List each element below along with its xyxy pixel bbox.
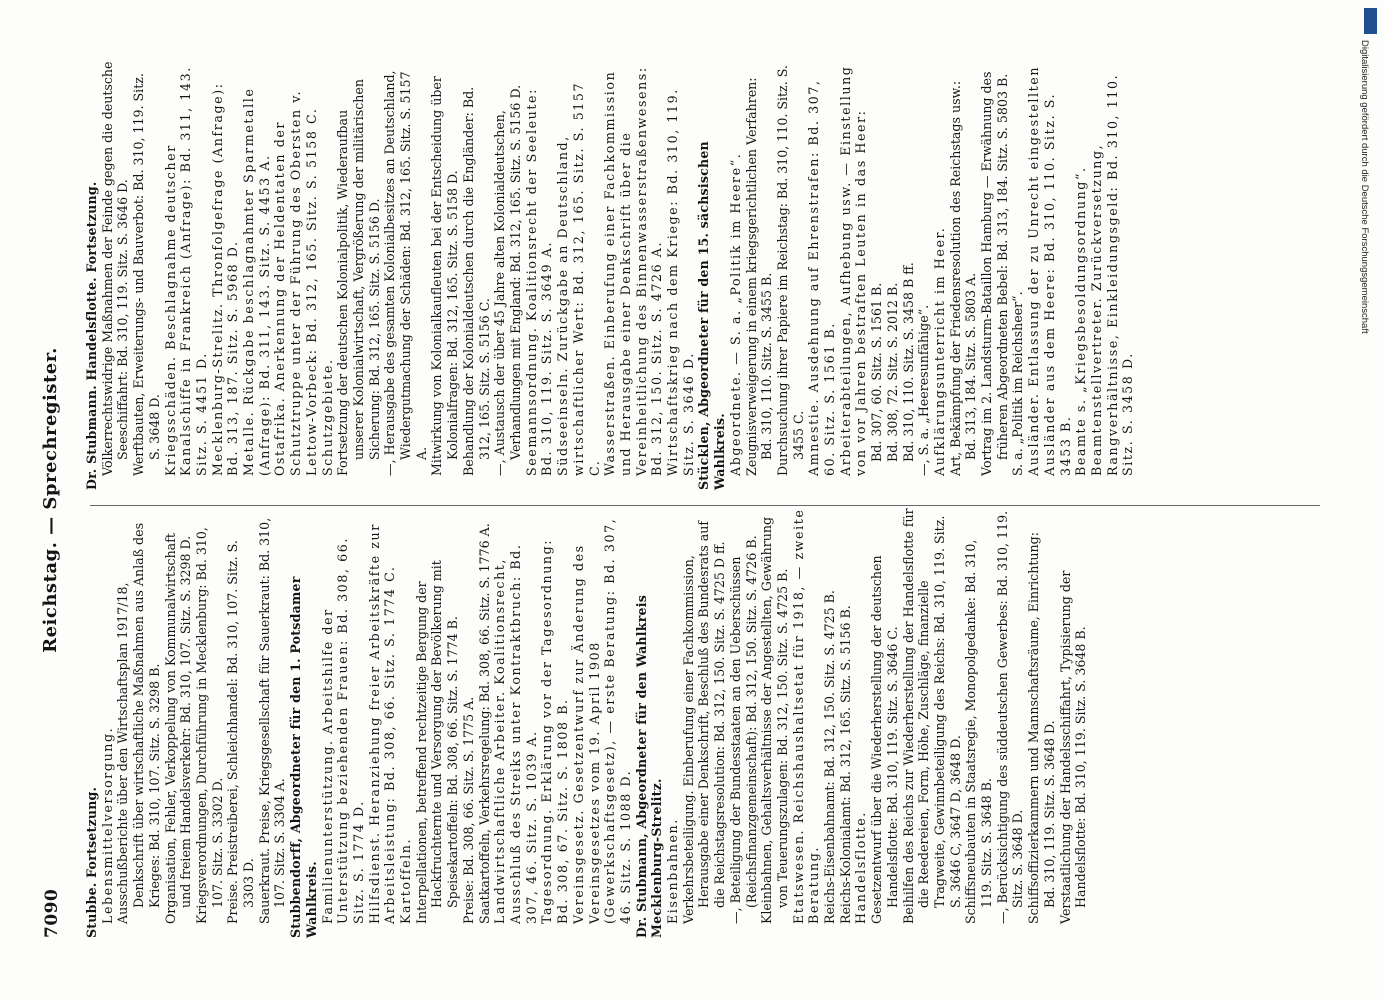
register-entry: Völkerrechtswidrige Maßnahmen der Feinde gegen die deutsche Seeschiffahrt: Bd. 310, 119. Sitz. S. 3646 D. [99,61,131,476]
subject-entry: Mecklenburg-Strelitz. Thronfolgefrage (Anfrage): Bd. 313, 187. Sitz. S. 5968 D. [209,82,241,476]
subject-entry: Eisenbahnen. [665,818,681,924]
subject-entry: Amnestie. Ausdehnung auf Ehrenstrafen: Bd. 307, 60. Sitz. S. 1561 B. [806,79,838,476]
page-number: 7090 [42,888,62,938]
subject-entry: Seemannsordnung. Koalitionsrecht der Seeleute: Bd. 310, 119. Sitz. S. 3649 A. [523,88,555,476]
register-entry: Fortsetzung der deutschen Kolonialpolitik, Wiederaufbau unserer Kolonialwirtschaft, Vergrößerung der militärischen Sicherung: Bd. 312, 165. Sitz. S. 5156 D. [335,79,382,476]
running-head [0,0,84,1000]
register-entry: —, Beteiligung der Bundesstaaten an den Ueberschüssen (Reichsfinanzgemeinschaft): Bd. 312, 150. Sitz. S. 4726 B. [727,535,759,924]
subject-entry: Lebensmittelversorgung. [99,726,115,924]
register-entry: Saatkartoffeln, Verkehrsregelung: Bd. 308, 66. Sitz. S. 1776 A. [476,523,492,924]
subject-entry: Vereinsgesetz. Gesetzentwurf zur Änderung des Vereinsgesetzes vom 19. April 1908 (Gewerkschaftsgesetz), — erste Beratung: Bd. 307, 46. Sitz. S. 1088 D. [570,517,633,924]
register-entry: Verstaatlichung der Handelsschiffahrt, Typisierung der Handelsflotte: Bd. 310, 119. Sitz. S. 3648 B. [1057,570,1089,924]
subject-entry: Ausländer. Entlassung der zu Unrecht eingestellten Ausländer aus dem Heere: Bd. 310, 110. Sitz. S. 3453 B. [1026,65,1073,476]
register-entry: —, Herausgabe des gesamten Kolonialbesitzes an Deutschland, Wiedergutmachung der Schäden: Bd. 312, 165. Sitz. S. 5157 A. [382,70,429,476]
register-entry: Gesetzentwurf über die Wiederherstellung der deutschen Handelsflotte: Bd. 310, 119. Sitz. S. 3646 C. [869,555,900,924]
register-entry: Schiffsneubauten in Staatsregie, Monopolgedanke: Bd. 310, 119. Sitz. S. 3648 B. [963,539,995,924]
register-entry: Mitwirkung von Kolonialkaufleuten bei der Entscheidung über Kolonialfragen: Bd. 312, 165. Sitz. S. 5158 D. [429,76,461,476]
register-entry: Schiffsoffizierkammern und Mannschaftsräume, Einrichtung: Bd. 310, 119. Sitz. S. 3648 D. [1026,532,1057,924]
register-entry: Reichs-Kolonialamt: Bd. 312, 165. Sitz. S. 5156 B. [837,605,853,924]
subject-entry: Handelsflotte. [853,811,869,924]
right-column [84,60,1136,490]
subject-entry: Etatswesen. Reichshaushaltsetat für 1918, — zweite Beratung. [790,508,822,924]
subject-entry: Schutzgebiete. [319,358,335,476]
register-entry: —, Berücksichtigung des süddeutschen Gewerbes: Bd. 310, 119. Sitz. S. 3648 D. [994,510,1026,924]
register-entry: Vortrag im 2. Landsturm-Bataillon Hamburg — Erwähnung des früheren Abgeordneten Bebel: Bd. 313, 184. Sitz. S. 5803 B. [979,71,1010,476]
subject-entry: Kriegsschäden. Beschlagnahme deutscher Kanalschiffe in Frankreich (Anfrage): Bd. 311, 143. Sitz. S. 4451 D. [162,66,209,476]
register-entry: Interpellationen, betreffend rechtzeitige Bergung der Hackfruchternte und Versorgung der Bevölkerung mit Speisekartoffeln: Bd. 308, 66. Sitz. S. 1774 B. [413,560,461,924]
register-entry: Ausschußberichte über den Wirtschaftsplan 1917/18, Denkschrift über wirtschaftliche Maßnahmen aus Anlaß des Krieges: Bd. 310, 107. Sitz. S. 3298 B. [115,522,162,924]
running-head-title: Reichstag. — Sprechregister. [40,347,61,653]
subject-entry: Landwirtschaftliche Arbeiter. Koalitionsrecht, Ausschluß des Streiks unter Kontraktbruch: Bd. 307, 46. Sitz. S. 1039 A. [492,543,539,924]
subject-entry: Wirtschaftskrieg nach dem Kriege: Bd. 310, 119. Sitz. S. 3646 D. [665,88,696,476]
left-column [84,508,1089,938]
register-entry: Sauerkraut. Preise, Kriegsgesellschaft für Sauerkraut: Bd. 310, 107. Sitz. S. 3304 A. [256,517,288,924]
register-entry: Organisation, Fehler, Verkoppelung von Kommunalwirtschaft und freiem Handelsverkehr: Bd. 310, 107. Sitz. S. 3298 D. [162,533,194,924]
speaker-heading: Dr. Stubmann. Handelsflotte. Fortsetzung. [84,181,99,490]
speaker-heading: Stubbe. Fortsetzung. [84,786,99,938]
register-entry: Preise: Bd. 308, 66. Sitz. S. 1775 A. [460,696,476,924]
register-entry: —, Austausch der über 45 Jahre alten Kolonialdeutschen, Verhandlungen mit England: Bd. 312, 165. Sitz. S. 5156 D. [492,84,523,476]
register-entry: Bd. 310, 110. Sitz. S. 3458 B ff. [900,262,916,462]
subject-entry: Tagesordnung. Erklärung vor der Tagesordnung: Bd. 308, 67. Sitz. S. 1808 B. [539,538,571,924]
register-entry: Zeugnisverweigerung in einem kriegsgerichtlichen Verfahren: Bd. 310, 110. Sitz. S. 3455 B. [743,77,775,476]
subject-entry: Aufklärungsunterricht im Heer. [931,226,947,476]
subject-entry: Metalle. Rückgabe beschlagnahmter Sparmetalle (Anfrage): Bd. 311, 143. Sitz. S. 4453 A. [241,87,272,476]
column-divider [90,505,1320,506]
register-entry: —, S. a. „Heeresunfähige“. [916,304,932,476]
dfg-credit-text: Digitalisierung gefördert durch die Deutsche Forschungsgemeinschaft [1359,40,1370,334]
subject-entry: Wasserstraßen. Einberufung einer Fachkommission und Herausgabe einer Denkschrift über die Vereinheitlichung des Binnenwasserstraßenwesens: Bd. 312, 150. Sitz. S. 4726 A. [602,66,665,476]
register-entry: Reichs-Eisenbahnamt: Bd. 312, 150. Sitz. S. 4725 B. [822,590,838,924]
register-entry: Behandlung der Kolonialdeutschen durch die Engländer: Bd. 312, 165. Sitz. S. 5156 C. [460,86,492,476]
register-entry: Beihilfen des Reichs zur Wiederherstellung der Handelsflotte für die Reedereien, Form, Höhe, Zuschläge, finanzielle Tragweite, Gewinnbeteiligung des Reichs: Bd. 310, 119. Sitz. S. 3646 C, 3647 D, 3648 D. [900,508,963,924]
register-entry: Kriegsverordnungen, Durchführung in Mecklenburg: Bd. 310, 107. Sitz. S. 3302 D. [193,527,225,924]
speaker-heading: Stubbendorff, Abgeordneter für den 1. Potsdamer Wahlkreis. [288,576,319,938]
subject-entry: Hilfsdienst. Heranziehung freier Arbeitskräfte zur Arbeitsleistung: Bd. 308, 66. Sitz. S. 1774 C. [366,523,398,924]
speaker-heading: Stücklen, Abgeordneter für den 15. sächsischen Wahlkreis. [696,141,728,490]
register-entry: Bd. 307, 60. Sitz. S. 1561 B. [869,282,885,462]
subject-entry: Beamte s. „Kriegsbesoldungsordnung“. [1073,166,1089,476]
subject-entry: Kartoffeln. [398,837,414,924]
register-entry: S. a. „Politik im Reichsheer“. [1010,291,1026,476]
subject-entry: Arbeiterabteilungen, Aufhebung usw. — Einstellung von vor Jahren bestraften Leuten in das Heer: [837,65,869,476]
subject-entry: Ostafrika. Anerkennung der Heldentaten der Schutztruppe unter der Führung des Obersten v. Lettow-Vorbeck: Bd. 312, 165. Sitz. S. 5158 C. [272,89,319,476]
subject-entry: Abgeordnete. — S. a. „Politik im Heere“. [727,152,743,476]
speaker-heading: Dr. Stubmann, Abgeordneter für den Wahlkreis Mecklenburg-Strelitz. [633,594,665,938]
register-entry: Art, Bekämpfung der Friedensresolution des Reichstags usw.: Bd. 313, 184. Sitz. S. 5803 A. [947,80,979,476]
register-entry: Kleinbahnen, Gehaltsverhältnisse der Angestellten, Gewährung von Teuerungszulagen: Bd. 312, 150. Sitz. S. 4725 B. [759,516,790,924]
subject-entry: Beamtenstellvertreter. Zurückversetzung, Rangverhältnisse, Einkleidungsgeld: Bd. 310, 110. Sitz. S. 3458 D. [1089,73,1136,476]
subject-entry: Südseeinseln. Zurückgabe an Deutschland, wirtschaftlicher Wert: Bd. 312, 165. Sitz. S. 5157 C. [555,81,602,476]
register-entry: Werftbauten, Erweiterungs- und Bauverbot: Bd. 310, 119. Sitz. S. 3648 D. [131,73,162,476]
register-entry: Verkehrsbeteiligung. Einberufung einer Fachkommission, Herausgabe einer Denkschrift, Beschluß des Bundesrats auf die Reichstagsresolution: Bd. 312, 150. Sitz. S. 4725 D ff. [680,520,728,924]
register-entry: Preise. Preistreiberei, Schleichhandel: Bd. 310, 107. Sitz. S. 3303 D. [225,540,257,924]
subject-entry: Familienunterstützung. Arbeitshilfe der Unterstützung beziehenden Frauen: Bd. 308, 66. Sitz. S. 1774 D. [319,537,366,924]
dfg-logo [1364,8,1377,34]
register-entry: Durchsuchung ihrer Papiere im Reichstag: Bd. 310, 110. Sitz. S. 3455 C. [774,65,806,476]
register-entry: Bd. 308, 72. Sitz. S. 2012 B. [884,282,900,462]
